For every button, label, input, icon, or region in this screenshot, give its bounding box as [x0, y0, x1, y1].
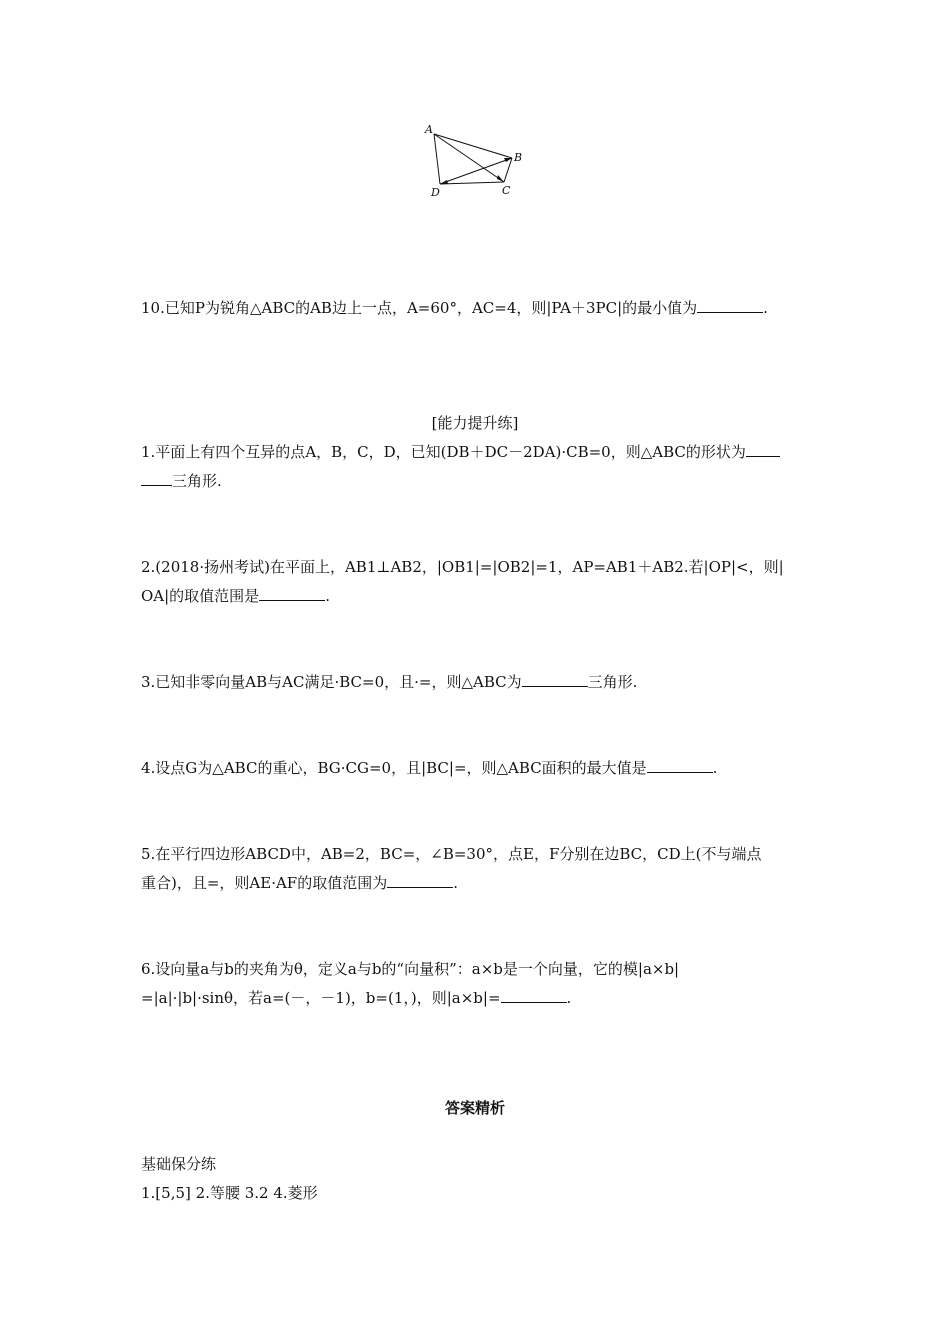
answer-blank[interactable] [259, 586, 325, 601]
arrowhead-c [497, 175, 504, 182]
problem-1-line-2 [141, 471, 222, 491]
problem-5-text-2: 重合)，且=，则AE·AF的取值范围为 [141, 874, 388, 892]
problem-6-line-1 [141, 959, 679, 979]
problem-2-end: . [325, 587, 330, 605]
question-10-text: 10.已知P为锐角△ABC的AB边上一点，A=60°，AC=4，则|PA＋3PC|的最小值为 [141, 299, 698, 317]
vertex-label-a: A [425, 123, 433, 136]
problem-4-text: 4.设点G为△ABC的重心，BG·CG=0，且|BC|=，则△ABC面积的最大值是 [141, 759, 647, 777]
answers-title: 答案精析 [444, 1099, 505, 1117]
answer-blank[interactable] [746, 442, 780, 457]
answer-blank[interactable] [141, 471, 172, 486]
problem-5-text: 5.在平行四边形ABCD中，AB=2，BC=，∠B=30°，点E，F分别在边BC，CD上(不与端点 [141, 845, 762, 863]
basic-answers: 1.[5,5] 2.等腰 3.2 4.菱形 [141, 1184, 318, 1202]
arrowhead-d [440, 180, 448, 184]
problem-5-line-2 [141, 873, 458, 893]
answer-blank[interactable] [522, 672, 588, 687]
edge-bc [504, 158, 512, 182]
vertex-label-c: C [502, 184, 511, 197]
section-title: [能力提升练] [431, 414, 519, 432]
problem-3-text: 3.已知非零向量AB与AC满足·BC=0，且·=，则△ABC为 [141, 673, 522, 691]
problem-5-line-1 [141, 844, 762, 864]
problem-6-text-2: =|a|·|b|·sinθ，若a=(－，－1)，b=(1，)，则|a×b|= [141, 989, 501, 1007]
problem-2-line-1 [141, 557, 784, 577]
edge-ad [434, 134, 440, 184]
answer-blank[interactable] [387, 873, 453, 888]
problem-3 [141, 672, 637, 692]
vertex-label-d: D [431, 186, 440, 199]
problem-6-end: . [566, 989, 572, 1007]
edge-cd [440, 182, 504, 184]
question-10-end: . [763, 299, 768, 317]
problem-1-line-1 [141, 442, 780, 462]
problem-4 [141, 758, 717, 778]
quadrilateral-figure [420, 118, 530, 206]
problem-4-end: . [712, 759, 718, 777]
problem-5-end: . [453, 874, 458, 892]
answer-blank[interactable] [501, 988, 567, 1003]
question-10 [141, 298, 768, 318]
answer-blank[interactable] [697, 298, 763, 313]
edge-ab [434, 134, 512, 158]
problem-2-text-2: OA|的取值范围是 [141, 587, 260, 605]
problem-2-text: 2.(2018·扬州考试)在平面上，AB1⊥AB2，|OB1|=|OB2|=1，AP=AB1＋AB2.若|OP|<，则| [141, 558, 784, 576]
problem-6-line-2 [141, 988, 571, 1008]
quadrilateral-diagram [420, 118, 530, 206]
problem-2-line-2 [141, 586, 330, 606]
answer-blank[interactable] [647, 758, 713, 773]
vertex-label-b: B [514, 151, 523, 164]
problem-6-text: 6.设向量a与b的夹角为θ，定义a与b的“向量积”：a×b是一个向量，它的模|a×b| [141, 960, 680, 978]
problem-1-end: 三角形. [172, 472, 222, 490]
problem-3-end: 三角形. [587, 673, 638, 691]
basic-section-title: 基础保分练 [141, 1155, 217, 1173]
diagonal-ac [434, 134, 504, 182]
problem-1-text: 1.平面上有四个互异的点A，B，C，D，已知(DB＋DC－2DA)·CB=0，则△ABC的形状为 [141, 443, 746, 461]
